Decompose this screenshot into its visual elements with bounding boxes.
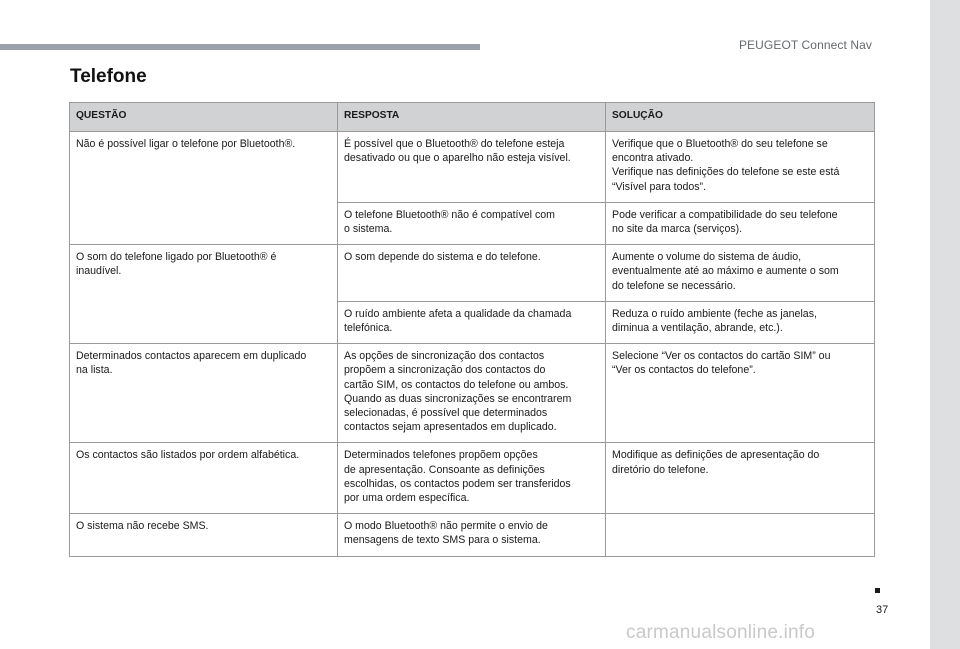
- faq-table: [69, 102, 875, 557]
- question-cell: [70, 301, 338, 343]
- column-header-answer: RESPOSTA: [338, 103, 606, 132]
- watermark-text: carmanualsonline.info: [626, 622, 816, 643]
- table-row: [70, 245, 875, 302]
- page-marker: [875, 588, 880, 593]
- table-row: [70, 443, 875, 514]
- question-cell: Os contactos são listados por ordem alfabética.: [70, 443, 338, 514]
- solution-cell: Reduza o ruído ambiente (feche as janelas, diminua a ventilação, abrande, etc.).: [606, 301, 875, 343]
- answer-cell: O ruído ambiente afeta a qualidade da chamada telefónica.: [338, 301, 606, 343]
- question-cell: Não é possível ligar o telefone por Bluetooth®.: [70, 132, 338, 203]
- header-brand: PEUGEOT Connect Nav: [738, 38, 872, 52]
- answer-cell: Determinados telefones propõem opções de apresentação. Consoante as definições escolhidas, os contactos podem ser transferidos por uma ordem específica.: [338, 443, 606, 514]
- question-cell: O sistema não recebe SMS.: [70, 514, 338, 556]
- table-row: [70, 202, 875, 244]
- section-title: Telefone: [70, 66, 147, 87]
- answer-cell: É possível que o Bluetooth® do telefone esteja desativado ou que o aparelho não esteja visível.: [338, 132, 606, 203]
- question-cell: O som do telefone ligado por Bluetooth® é inaudível.: [70, 245, 338, 302]
- table-row: [70, 301, 875, 343]
- solution-cell: Aumente o volume do sistema de áudio, eventualmente até ao máximo e aumente o som do telefone se necessário.: [606, 245, 875, 302]
- solution-cell: [606, 514, 875, 556]
- solution-cell: Modifique as definições de apresentação do diretório do telefone.: [606, 443, 875, 514]
- table-header-row: [70, 103, 875, 132]
- question-cell: Determinados contactos aparecem em duplicado na lista.: [70, 344, 338, 443]
- answer-cell: O telefone Bluetooth® não é compatível com o sistema.: [338, 202, 606, 244]
- answer-cell: O modo Bluetooth® não permite o envio de mensagens de texto SMS para o sistema.: [338, 514, 606, 556]
- side-strip: [930, 0, 960, 649]
- solution-cell: Selecione “Ver os contactos do cartão SIM” ou “Ver os contactos do telefone”.: [606, 344, 875, 443]
- answer-cell: O som depende do sistema e do telefone.: [338, 245, 606, 302]
- column-header-solution: SOLUÇÃO: [606, 103, 875, 132]
- solution-cell: Verifique que o Bluetooth® do seu telefone se encontra ativado. Verifique nas definições do telefone se este está “Visível para todos”.: [606, 132, 875, 203]
- table-row: [70, 344, 875, 443]
- table-row: [70, 514, 875, 556]
- table-row: [70, 132, 875, 203]
- question-cell: [70, 202, 338, 244]
- header-rule: [0, 44, 480, 50]
- solution-cell: Pode verificar a compatibilidade do seu telefone no site da marca (serviços).: [606, 202, 875, 244]
- page-number: 37: [876, 604, 889, 616]
- answer-cell: As opções de sincronização dos contactos propõem a sincronização dos contactos do cartão SIM, os contactos do telefone ou ambos. Quando as duas sincronizações se encontrarem selecionadas, é possível que determinados contactos sejam apresentados em duplicado.: [338, 344, 606, 443]
- column-header-question: QUESTÃO: [70, 103, 338, 132]
